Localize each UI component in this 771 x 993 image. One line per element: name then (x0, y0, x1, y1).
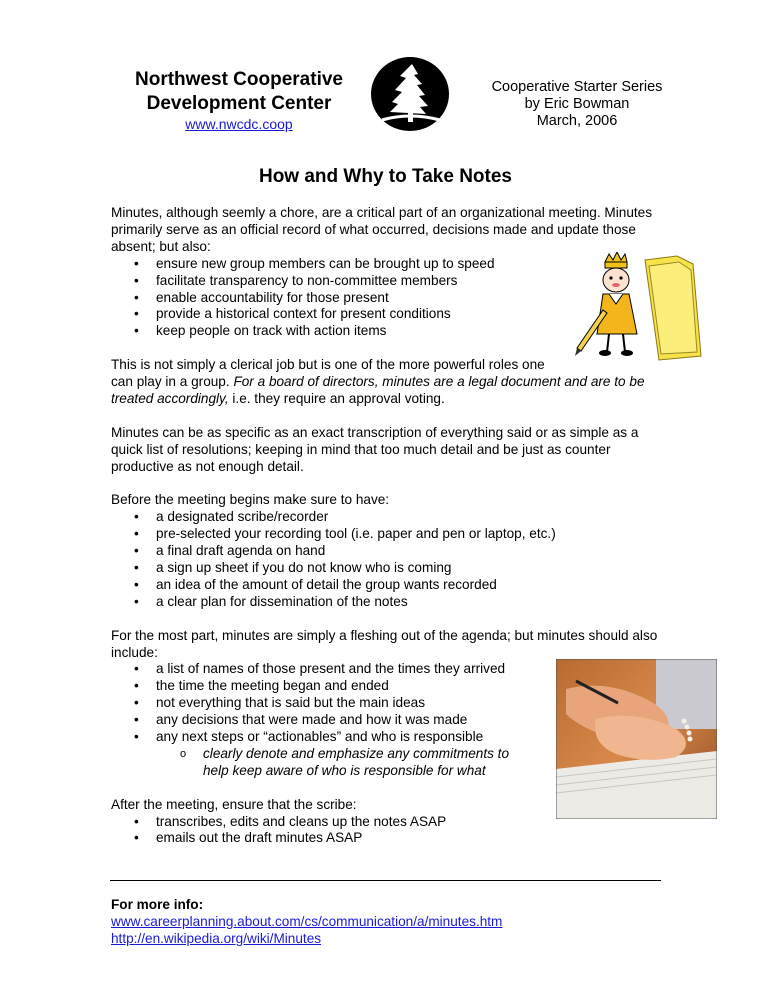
before-heading: Before the meeting begins make sure to have: (111, 492, 390, 508)
include-heading: For the most part, minutes are simply a fleshing out of the agenda; but minutes should also include: (111, 627, 658, 660)
list-item: • a clear plan for dissemination of the notes (156, 594, 671, 611)
list-item: • provide a historical context for present conditions (156, 306, 671, 323)
sub-item-line1: clearly denote and emphasize any commitments to (203, 745, 510, 761)
hands-writing-photo (556, 659, 717, 819)
role-text-line1: This is not simply a clerical job but is one of the more powerful roles one (111, 357, 545, 373)
list-item: • any decisions that were made and how it was made (156, 712, 671, 729)
footer-divider (110, 880, 661, 881)
sub-item-line2: help keep aware of who is responsible for what (203, 762, 486, 778)
queen-with-pencil-icon (575, 252, 705, 362)
org-name-line1: Northwest Cooperative (135, 69, 343, 90)
list-item: • facilitate transparency to non-committee members (156, 273, 671, 290)
intro-paragraph: Minutes, although seemly a chore, are a critical part of an organizational meeting. Minutes primarily serve as an official record of what occurred, decisions made and update those absent; but also: (111, 205, 653, 254)
role-text-tail: i.e. they require an approval voting. (228, 390, 445, 406)
list-item: • emails out the draft minutes ASAP (156, 830, 671, 847)
footer-heading: For more info: (111, 897, 204, 912)
org-block (110, 68, 368, 133)
role-text-line2: can play in a group. (111, 374, 234, 390)
list-item: • not everything that is said but the main ideas (156, 695, 671, 712)
role-paragraph (111, 357, 671, 408)
list-item: • enable accountability for those present (156, 290, 671, 307)
after-heading: After the meeting, ensure that the scribe: (111, 796, 357, 812)
org-name-line2: Development Center (146, 93, 332, 114)
list-item: • transcribes, edits and cleans up the notes ASAP (156, 814, 671, 831)
series-author: by Eric Bowman (524, 96, 630, 112)
list-item: • a final draft agenda on hand (156, 543, 671, 560)
series-name: Cooperative Starter Series (491, 79, 663, 95)
list-item: • ensure new group members can be brought up to speed (156, 256, 671, 273)
series-date: March, 2006 (536, 113, 618, 129)
footer-link-about[interactable]: www.careerplanning.about.com/cs/communication/a/minutes.htm (111, 914, 503, 929)
list-item: • an idea of the amount of detail the group wants recorded (156, 577, 671, 594)
footer-block (111, 896, 502, 947)
tree-logo-icon (368, 54, 452, 134)
list-item: • any next steps or “actionables” and who is responsible (156, 729, 671, 746)
list-item: • a sign up sheet if you do not know who is coming (156, 560, 671, 577)
series-block (478, 79, 676, 130)
org-url-link[interactable]: www.nwcdc.coop (185, 116, 293, 132)
list-item: • the time the meeting began and ended (156, 678, 671, 695)
footer-link-wikipedia[interactable]: http://en.wikipedia.org/wiki/Minutes (111, 931, 322, 946)
list-item: • pre-selected your recording tool (i.e. paper and pen or laptop, etc.) (156, 526, 671, 543)
legal-note: For a board of directors, minutes are a legal document and are to be treated accordingly, (111, 374, 645, 406)
detail-paragraph: Minutes can be as specific as an exact transcription of everything said or as simple as a quick list of resolutions; keeping in mind that too much detail and be just as counter productive as not enough detail. (111, 424, 639, 474)
list-item: • keep people on track with action items (156, 323, 671, 340)
list-item: • a list of names of those present and the times they arrived (156, 661, 671, 678)
page-title: How and Why to Take Notes (258, 166, 512, 187)
list-item: • a designated scribe/recorder (156, 509, 671, 526)
before-list (111, 509, 671, 610)
